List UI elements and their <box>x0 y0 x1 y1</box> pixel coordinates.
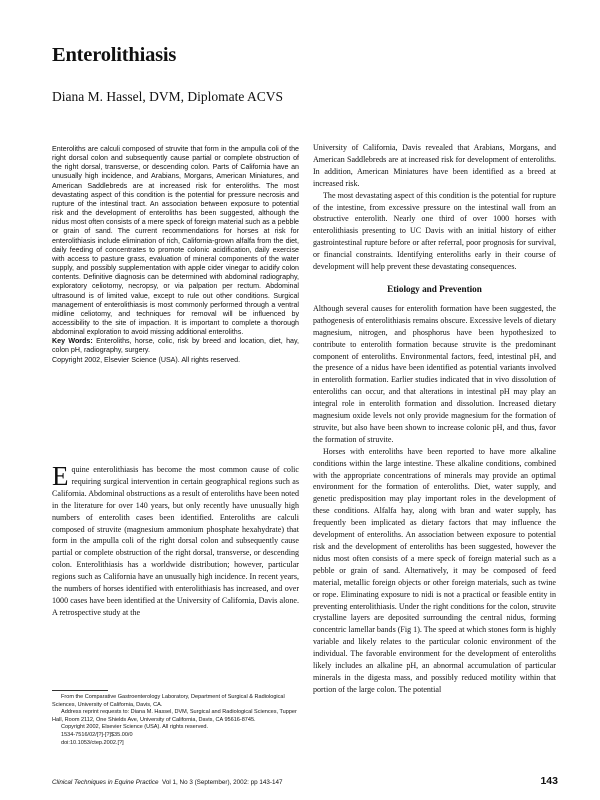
keywords-line <box>52 337 299 355</box>
body-left-column <box>52 464 299 619</box>
keywords-label: Key Words: <box>52 337 93 346</box>
footnote-reprint-address: Address reprint requests to: Diana M. Hassel, DVM, Surgical and Radiological Sciences, Tupper Hall, Room 2112, One Shields Ave, University of California, Davis, CA 95616-8745. <box>52 709 297 723</box>
drop-cap: E <box>52 464 69 491</box>
abstract-copyright: Copyright 2002, Elsevier Science (USA). All rights reserved. <box>52 355 241 364</box>
footnote-affiliation: From the Comparative Gastroenterology Laboratory, Department of Surgical & Radiological Sciences, University of California, Davis, CA. <box>52 694 285 708</box>
footnote-copyright: Copyright 2002, Elsevier Science (USA). All rights reserved. <box>61 724 209 731</box>
abstract-text: Enteroliths are calculi composed of struvite that form in the ampulla coli of the right dorsal colon and subsequently cause partial or complete obstruction of the right dorsal, transverse, or descending colon. Parts of California have an unusually high incidence, and Arabians, Morgans, American Miniatures, and American Saddlebreds are at increased risk for enteroliths. The most devastating aspect of this condition is the potential for pressure necrosis and rupture of the intestinal tract. An association between exposure to potential risk and the development of enteroliths has been suggested, although the nidus most often consists of a mere speck of foreign material such as a pebble or grain of sand. The current recommendations for horses at risk for enterolithiasis include elimination of rich, California-grown alfalfa from the diet, daily feeding of concentrates to promote colonic acidification, daily exercise with access to pasture grass, evaluation of mineral components of the water supply, and possibly supplementation with apple cider vinegar to acidify colon contents. Definitive diagnosis can be determined with abdominal radiography, exploratory celiotomy, necropsy, or via palpation per rectum. Abdominal ultrasound is of limited value, except to rule out other conditions. Surgical management of enterolithiasis is most commonly performed through a ventral midline celiotomy, and techniques for removal will be influenced by accessibility to the site of impaction. It is important to complete a thorough abdominal exploration to avoid missing additional enteroliths. <box>52 145 299 337</box>
footnote-doi: doi:10.1053/ctep.2002.[?] <box>61 739 124 746</box>
body-right-column <box>313 142 556 696</box>
running-footer <box>52 779 282 786</box>
right-paragraph-1: University of California, Davis revealed that Arabians, Morgans, and American Saddlebreds are at increased risk for development of enteroliths. In addition, American Miniatures have been identified as a breed at increased risk. <box>313 143 556 188</box>
footnotes <box>52 694 299 747</box>
right-paragraph-3: Although several causes for enterolith formation have been suggested, the pathogenesis of enterolithiasis remains obscure. Excessive levels of dietary magnesium, nitrogen, and phosphorus have been hypothesized to contribute to enterolith formation because struvite is the predominant component of enteroliths. Environmental factors, feed, intestinal pH, and the presence of a nidus have been identified as potential variants involved in enterolith formation. Earlier studies indicated that in vivo dissolution of enteroliths can occur, and that alterations in intestinal pH may play an integral role in enterolith formation and dissolution. Increased dietary magnesium oxide levels not only provide magnesium for the formation of struvite, but also have been shown to increase colonic pH, and thus, favor the formation of struvite. <box>313 303 556 444</box>
intro-paragraph <box>52 464 299 619</box>
intro-text: quine enterolithiasis has become the most common cause of colic requiring surgical intervention in certain geographical regions such as California. Abdominal obstructions as a result of enteroliths have been noted in the literature for over 140 years, but only recently have unusually high numbers of enterolith cases been identified. Enteroliths are calculi composed of struvite (magnesium ammonium phosphate hexahydrate) that form in the ampulla coli of the right dorsal colon and subsequently cause partial or complete obstruction of the right dorsal, transverse, or descending colon. Enterolithiasis has a worldwide distribution; however, particular regions such as California have an unusually high incidence. In recent years, the numbers of horses identified with enterolithiasis has increased, and over 1000 cases have been identified at the University of California, Davis alone. A retrospective study at the <box>52 465 299 617</box>
volume-info: Vol 1, No 3 (September), 2002: pp 143-147 <box>162 779 283 786</box>
keywords-text: Enteroliths, horse, colic, risk by breed and location, diet, hay, colon pH, radiography, surgery. <box>52 337 299 355</box>
footnote-rule <box>52 690 108 691</box>
journal-name: Clinical Techniques in Equine Practice <box>52 779 159 786</box>
footnote-issn: 1534-7516/02/[?]-[?]$35.00/0 <box>61 731 133 738</box>
abstract <box>52 145 299 365</box>
page-number: 143 <box>540 775 558 787</box>
right-paragraph-4: Horses with enteroliths have been reported to have more alkaline conditions within the large intestine. These alkaline conditions, combined with the appropriate concentrations of minerals may provide an optimal environment for the formation of enteroliths. Diet, water supply, and genetic predisposition may play important roles in the development of these conditions. Alfalfa hay, along with bran and water supply, has frequently been implicated as dietary factors that may influence the development of enteroliths. An association between exposure to potential risk and the development of enteroliths has been suggested, however the nidus most often consists of a mere speck of foreign material such as a pebble or grain of sand. Alternatively, it may be composed of feed material, metallic foreign objects or other foreign materials, such as twine or rope. Eliminating exposure to nidi is not a practical or feasible entity in preventing enterolithiasis. Under the right conditions for the colon, struvite crystalline layers are deposited surrounding the central nidus, forming concentric lamellar bands (Fig 1). The speed at which stones form is highly variable and likely relates to the particular colonic environment of the individual. The favorable environment for the development of enteroliths likely includes an alkaline pH, an abnormal accumulation of particular minerals in the digesta mass, and possibly reduced motility within that portion of the large colon. The potential <box>313 446 556 694</box>
article-title: Enterolithiasis <box>52 44 177 66</box>
right-paragraph-2: The most devastating aspect of this condition is the potential for rupture of the intestine, from excessive pressure on the intestinal wall from an obstructive enterolith. Nearly one third of over 1000 horses with enterolithiasis presenting to UC Davis with an initial history of either gastrointestinal rupture before or after referral, poor prognosis for survival, or financial constraints. Identifying enteroliths early in their course of development will help prevent these devastating consequences. <box>313 190 556 272</box>
section-heading-etiology: Etiology and Prevention <box>387 283 482 294</box>
author-line: Diana M. Hassel, DVM, Diplomate ACVS <box>52 89 283 104</box>
